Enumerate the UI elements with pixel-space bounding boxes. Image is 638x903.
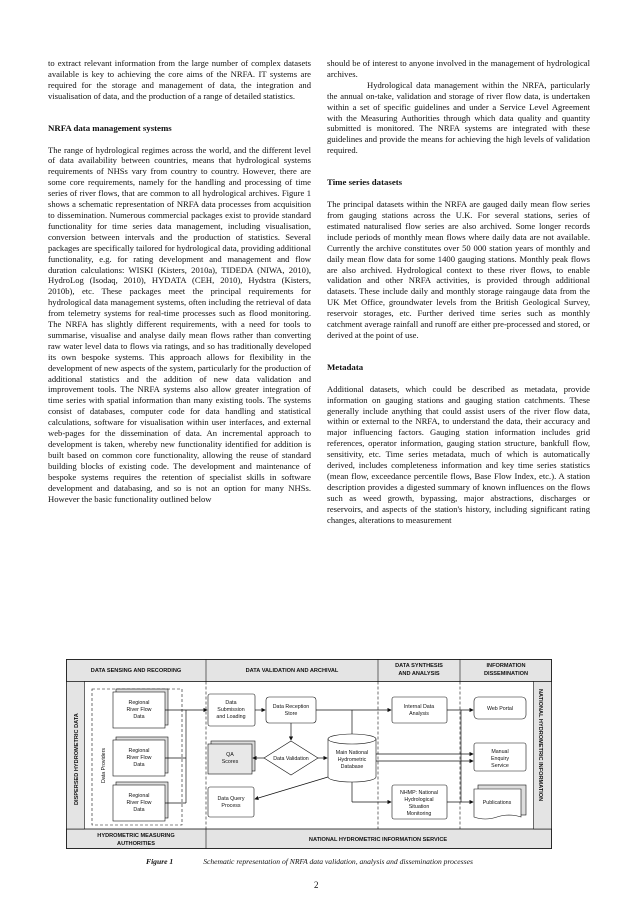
data-submission-box	[208, 694, 255, 726]
svg-text:Publications: Publications	[482, 800, 512, 806]
svg-text:Monitoring: Monitoring	[406, 811, 432, 817]
main-database-cylinder	[328, 734, 376, 782]
regional-flow-data-3	[113, 782, 168, 821]
header-dissemination-1: INFORMATION	[486, 663, 526, 669]
section-heading-data-management: NRFA data management systems	[48, 122, 172, 133]
svg-text:Data Validation: Data Validation	[273, 756, 309, 762]
section-heading-metadata: Metadata	[327, 361, 364, 372]
footer-national-service: NATIONAL HYDROMETRIC INFORMATION SERVICE	[308, 837, 448, 843]
regional-flow-data-2	[113, 737, 168, 776]
svg-text:Manual: Manual	[491, 749, 509, 755]
svg-text:Regional: Regional	[128, 700, 150, 706]
data-query-box	[208, 787, 254, 817]
footer-authorities-2: AUTHORITIES	[117, 841, 155, 847]
header-dissemination-2: DISSEMINATION	[483, 671, 529, 677]
svg-text:and Loading: and Loading	[216, 714, 246, 720]
left-paragraph-2: The range of hydrological regimes across the world, and the different level of data availability between countries, means that hydrological systems requirements of NHSs vary from country to country. However, there are some core requirements, namely for the handling and processing of time series of river flows, that are common to all hydrological archives. Figure 1 shows a schematic representation of NRFA data processes from acquisition to dissemination. Numerous commercial packages exist to provide standard functionality for time series data management, including visualisation, conversion between intervals and the production of statistics. Several packages are specifically tailored for hydrological data, providing additional functionality, e.g. for rating development and management and flow duration calculations: WISKI (Kisters, 2010a), TIDEDA (NIWA, 2010), HydroLog (Isodaq, 2010), HYDATA (CEH, 2010), Hydstra (Kisters, 2010b), etc. These packages meet the principal requirements for hydrological data management systems, often including the retrieval of data from telemetry systems for real-time processes such as flood monitoring. The NRFA has slightly different requirements, with a need for tools to summarise, visualise and analyse daily mean flows rather than converting raw water level data to flows via ratings, and so has traditionally developed its own bespoke systems. This approach allows for flexibility in the development of new aspects of the system, particularly for the production of additional statistics and the addition of new data validation and improvement tools. The NRFA systems also allow greater integration of time series with spatial information than many existing tools. The systems consist of databases, computer code for data handling and statistical calculations, software for visualisation within user interfaces, and external web-pages for the dissemination of data. An incremental approach to development is taken, whereby new functionality identified for addition is built based on common core functionality, allowing the reuse of standard building blocks of existing code. The development and maintenance of bespoke systems requires the retention of specialist skills in software development and databasing, and so is not an option for many NHSs. However the basic functionality outlined below	[48, 144, 311, 504]
web-portal-box	[474, 697, 526, 719]
svg-text:Web Portal: Web Portal	[486, 706, 514, 712]
figure-1-schematic	[66, 659, 552, 849]
svg-text:Internal Data: Internal Data	[403, 704, 435, 710]
svg-text:Data: Data	[133, 762, 145, 768]
svg-text:River Flow: River Flow	[126, 707, 152, 713]
figure-caption	[146, 857, 473, 866]
svg-text:River Flow: River Flow	[126, 800, 152, 806]
section-heading-time-series: Time series datasets	[327, 177, 403, 188]
svg-text:QA: QA	[226, 752, 234, 758]
svg-text:Service: Service	[491, 763, 509, 769]
svg-text:Process: Process	[221, 803, 241, 809]
footer-authorities-1: HYDROMETRIC MEASURING	[97, 833, 175, 839]
svg-text:Data: Data	[133, 807, 145, 813]
internal-analysis-box	[392, 697, 447, 723]
figure-caption-text: Schematic representation of NRFA data validation, analysis and dissemination processes	[203, 857, 473, 866]
nhmp-box	[392, 785, 447, 819]
svg-text:Main National: Main National	[335, 750, 369, 756]
svg-text:Situation: Situation	[408, 804, 430, 810]
right-column	[327, 58, 590, 526]
left-column	[48, 58, 311, 504]
svg-text:Regional: Regional	[128, 748, 150, 754]
data-reception-store	[266, 697, 316, 723]
svg-text:Data Reception: Data Reception	[272, 704, 310, 710]
right-paragraph-4: Additional datasets, which could be described as metadata, provide information on gauging stations and gauging station catchments. These generally include anything that could assist users of the river flow data, within or external to the NRFA, to understand the data, their accuracy and major influencing factors. Gauging station information includes grid references, operator information, gauging station structure, bankfull flow, sensitivity, etc. Time series metadata, much of which is automatically derived, includes completeness information and key time series statistics (mean flow, exceedance percentile flows, Base Flow Index, etc.). A station description provides a digested summary of known influences on the flows such as weed growth, bypassing, major abstractions, discharges or reservoirs, and aspects of the station's history, including significant rating changes, alterations to measurement	[327, 383, 590, 525]
svg-text:Enquiry: Enquiry	[491, 756, 509, 762]
right-paragraph-2: Hydrological data management within the NRFA, particularly the annual on-take, validation and storage of river flow data, is undertaken within a set of specific guidelines and under a Service Level Agreement with the Measuring Authorities through which data quality and quantity submitted is monitored. The NRFA systems are integrated with these guidelines and provide the means for achieving the high levels of validation required.	[327, 79, 590, 156]
svg-text:Regional: Regional	[128, 793, 150, 799]
right-paragraph-1: should be of interest to anyone involved in the management of hydrological archives.	[327, 58, 590, 79]
svg-text:Hydrological: Hydrological	[404, 797, 434, 803]
svg-text:Database: Database	[340, 764, 364, 770]
svg-text:NHMP: National: NHMP: National	[400, 790, 438, 796]
header-validation: DATA VALIDATION AND ARCHIVAL	[245, 668, 339, 674]
figure-label: Figure 1	[146, 857, 174, 866]
svg-text:Data Query: Data Query	[217, 796, 245, 802]
left-paragraph-1: to extract relevant information from the large number of complex datasets available is key to achieving the core aims of the NRFA. IT systems are required for the storage and management of data, the integration and visualisation of data, and the production of a range of detailed statistics.	[48, 58, 311, 101]
svg-text:Data: Data	[225, 700, 237, 706]
svg-text:Data: Data	[133, 714, 145, 720]
side-dispersed-data: DISPERSED HYDROMETRIC DATA	[74, 713, 80, 805]
qa-scores-box	[208, 741, 255, 774]
publications-stack	[474, 785, 526, 819]
right-paragraph-3: The principal datasets within the NRFA are gauged daily mean flow series from gauging stations across the U.K. For several stations, series of estimated naturalised flow series are also archived. Some longer records include periods of monthly mean flows where daily data are not available. Currently the archive constitutes over 50 000 station years of monthly and daily mean flow data for some 1400 gauging stations. Monthly peak flows are also archived. Hydrological context to these river flows, to enable validation and other NRFA activities, is provided through additional datasets. These include daily and monthly storage raingauge data from the UK Met Office, groundwater levels from the British Geological Survey, reservoir storages, etc. Further derived time series such as monthly catchment average rainfall and runoff are either pre-processed and stored, or derived at the point of use.	[327, 199, 590, 340]
svg-text:River Flow: River Flow	[126, 755, 152, 761]
data-providers-label: Data Providers	[101, 747, 107, 783]
regional-flow-data-1	[113, 689, 168, 728]
svg-text:Hydrometric: Hydrometric	[337, 757, 367, 763]
header-sensing: DATA SENSING AND RECORDING	[90, 668, 182, 674]
header-synthesis-1: DATA SYNTHESIS	[395, 663, 443, 669]
header-synthesis-2: AND ANALYSIS	[398, 671, 440, 677]
manual-enquiry-box	[474, 743, 526, 771]
svg-text:Scores: Scores	[221, 759, 239, 765]
svg-text:Submission: Submission	[217, 707, 245, 713]
page-number: 2	[314, 880, 319, 890]
side-national-information: NATIONAL HYDROMETRIC INFORMATION	[537, 689, 543, 802]
svg-text:Analysis: Analysis	[409, 711, 429, 717]
svg-text:Store: Store	[284, 711, 298, 717]
